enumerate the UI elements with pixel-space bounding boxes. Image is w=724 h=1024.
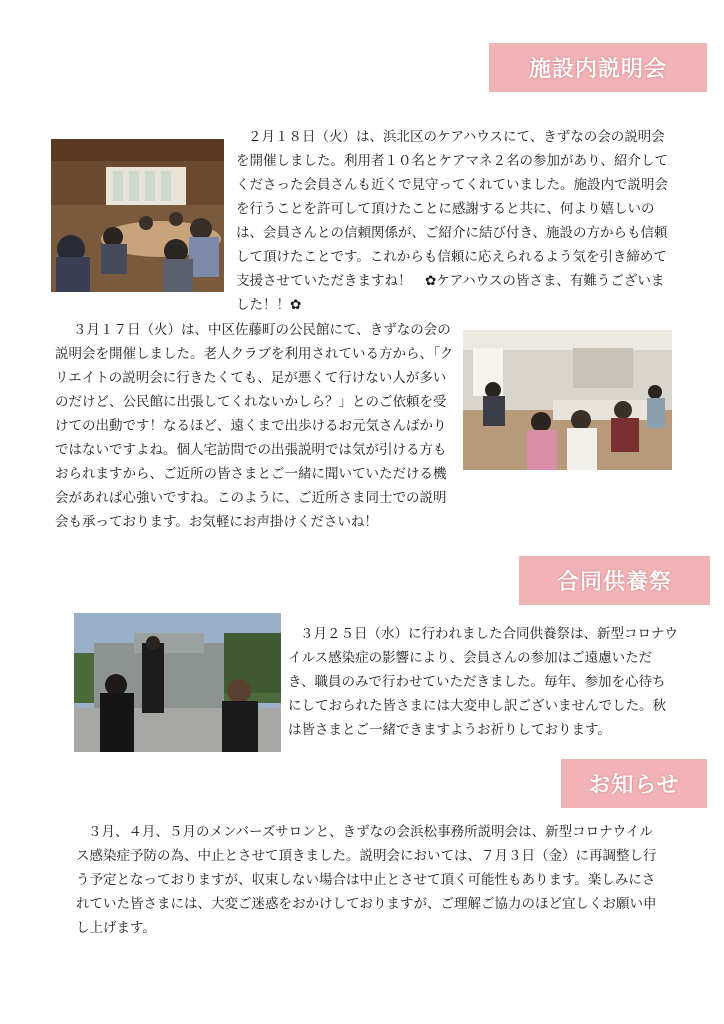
paragraph-carehouse: ２月１８日（火）は、浜北区のケアハウスにて、きずなの会の説明会を開催しました。利用者１０名とケアマネ２名の参加があり、紹介してくださった会員さんも近くで見守ってくれていました。施設内で説明会を行うことを許可して頂けたことに感謝すると共に、何より嬉しいのは、会員さんとの信頼関係が、ご紹介に結び付き、施設の方からも信頼して頂けたことです。これからも信頼に応えられるよう気を引き締めて支援させていただきますね！ ✿ケアハウスの皆さま、有難うございました！！✿ — [236, 129, 668, 313]
paragraph-community-hall: ３月１７日（火）は、中区佐藤町の公民館にて、きずなの会の説明会を開催しました。老人クラブを利用されている方から、「クリエイトの説明会に行きたくても、足が悪くて行けない人が多いのだけど、公民館に出張してくれないかしら？」とのご依頼を受けての出動です！なるほど、遠くまで出歩けるお元気さんばかりではないですよね。個人宅訪問での出張説明では気が引ける方もおられますから、ご近所の皆さまとご一緒に聞いていただける機会があれば心強いですね。このように、ご近所さま同士での説明会も承っております。お気軽にお声掛けくださいね！ — [55, 322, 454, 530]
photo-community-hall-meeting — [463, 330, 672, 470]
section-heading-memorial-service: 合同供養祭 — [519, 556, 710, 605]
photo-carehouse-meeting — [51, 139, 224, 292]
paragraph-notice: ３月、４月、５月のメンバーズサロンと、きずなの会浜松事務所説明会は、新型コロナウイルス感染症予防の為、中止とさせて頂きました。説明会においては、７月３日（金）に再調整し行う予定となっておりますが、収束しない場合は中止とさせて頂く可能性もあります。楽しみにされていた皆さまには、大変ご迷惑をおかけしておりますが、ご理解ご協力のほど宜しくお願い申し上げます。 — [76, 824, 657, 936]
section-heading-notice: お知らせ — [561, 759, 707, 808]
photo-memorial-service — [74, 613, 281, 752]
section-heading-facility-briefing: 施設内説明会 — [489, 43, 707, 92]
paragraph-memorial-service: ３月２５日（水）に行われました合同供養祭は、新型コロナウイルス感染症の影響により、会員さんの参加はご遠慮いただき、職員のみで行わせていただきました。毎年、参加を心待ちにしておられた皆さまには大変申し訳ございませんでした。秋は皆さまとご一緒できますようお祈りしております。 — [288, 626, 678, 738]
